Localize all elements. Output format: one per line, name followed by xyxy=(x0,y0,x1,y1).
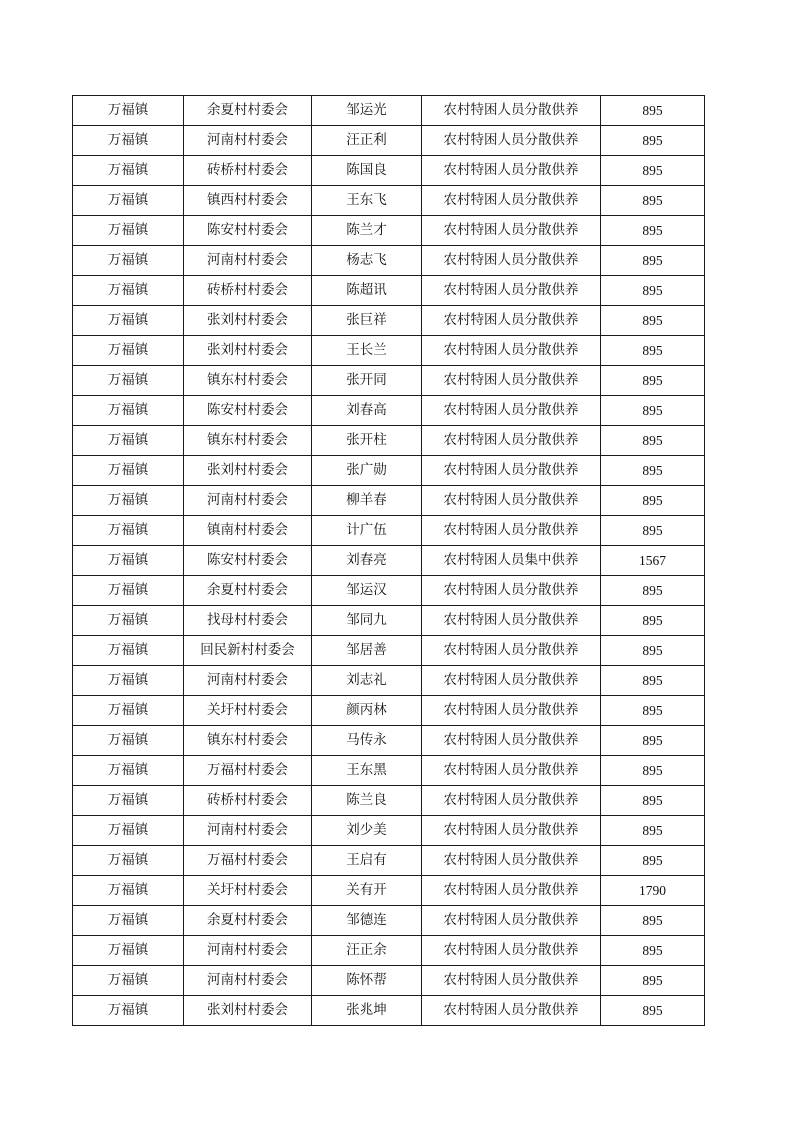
support-type-cell: 农村特困人员分散供养 xyxy=(422,846,601,876)
town-cell: 万福镇 xyxy=(73,366,184,396)
town-cell: 万福镇 xyxy=(73,666,184,696)
amount-cell: 895 xyxy=(601,576,705,606)
village-committee-cell: 张刘村村委会 xyxy=(184,996,312,1026)
person-name-cell: 邹运光 xyxy=(312,96,422,126)
person-name-cell: 王长兰 xyxy=(312,336,422,366)
support-type-cell: 农村特困人员分散供养 xyxy=(422,666,601,696)
table-row xyxy=(73,156,705,186)
person-name-cell: 陈超讯 xyxy=(312,276,422,306)
town-cell: 万福镇 xyxy=(73,246,184,276)
table-row xyxy=(73,636,705,666)
support-type-cell: 农村特困人员分散供养 xyxy=(422,276,601,306)
town-cell: 万福镇 xyxy=(73,546,184,576)
person-name-cell: 陈怀帮 xyxy=(312,966,422,996)
amount-cell: 895 xyxy=(601,786,705,816)
village-committee-cell: 关圩村村委会 xyxy=(184,876,312,906)
village-committee-cell: 万福村村委会 xyxy=(184,846,312,876)
town-cell: 万福镇 xyxy=(73,636,184,666)
support-type-cell: 农村特困人员分散供养 xyxy=(422,486,601,516)
table-row xyxy=(73,756,705,786)
support-type-cell: 农村特困人员分散供养 xyxy=(422,816,601,846)
person-name-cell: 马传永 xyxy=(312,726,422,756)
person-name-cell: 邹居善 xyxy=(312,636,422,666)
village-committee-cell: 余夏村村委会 xyxy=(184,576,312,606)
town-cell: 万福镇 xyxy=(73,846,184,876)
town-cell: 万福镇 xyxy=(73,756,184,786)
town-cell: 万福镇 xyxy=(73,516,184,546)
table-row xyxy=(73,126,705,156)
person-name-cell: 柳羊春 xyxy=(312,486,422,516)
support-type-cell: 农村特困人员分散供养 xyxy=(422,516,601,546)
town-cell: 万福镇 xyxy=(73,126,184,156)
roster-body xyxy=(73,96,705,1026)
table-row xyxy=(73,366,705,396)
table-row xyxy=(73,276,705,306)
support-type-cell: 农村特困人员分散供养 xyxy=(422,576,601,606)
town-cell: 万福镇 xyxy=(73,336,184,366)
amount-cell: 895 xyxy=(601,366,705,396)
town-cell: 万福镇 xyxy=(73,186,184,216)
village-committee-cell: 关圩村村委会 xyxy=(184,696,312,726)
person-name-cell: 刘少美 xyxy=(312,816,422,846)
person-name-cell: 刘春高 xyxy=(312,396,422,426)
village-committee-cell: 砖桥村村委会 xyxy=(184,786,312,816)
amount-cell: 895 xyxy=(601,816,705,846)
table-row xyxy=(73,816,705,846)
person-name-cell: 关有开 xyxy=(312,876,422,906)
table-row xyxy=(73,606,705,636)
table-row xyxy=(73,906,705,936)
person-name-cell: 汪正余 xyxy=(312,936,422,966)
town-cell: 万福镇 xyxy=(73,696,184,726)
village-committee-cell: 镇南村村委会 xyxy=(184,516,312,546)
village-committee-cell: 张刘村村委会 xyxy=(184,306,312,336)
person-name-cell: 计广伍 xyxy=(312,516,422,546)
support-type-cell: 农村特困人员分散供养 xyxy=(422,96,601,126)
village-committee-cell: 陈安村村委会 xyxy=(184,546,312,576)
village-committee-cell: 河南村村委会 xyxy=(184,816,312,846)
amount-cell: 895 xyxy=(601,696,705,726)
amount-cell: 895 xyxy=(601,996,705,1026)
person-name-cell: 王东飞 xyxy=(312,186,422,216)
support-type-cell: 农村特困人员分散供养 xyxy=(422,426,601,456)
town-cell: 万福镇 xyxy=(73,276,184,306)
table-row xyxy=(73,996,705,1026)
table-row xyxy=(73,306,705,336)
table-row xyxy=(73,666,705,696)
support-type-cell: 农村特困人员分散供养 xyxy=(422,696,601,726)
table-row xyxy=(73,786,705,816)
amount-cell: 895 xyxy=(601,186,705,216)
person-name-cell: 陈兰才 xyxy=(312,216,422,246)
support-type-cell: 农村特困人员分散供养 xyxy=(422,186,601,216)
amount-cell: 895 xyxy=(601,516,705,546)
amount-cell: 895 xyxy=(601,216,705,246)
person-name-cell: 杨志飞 xyxy=(312,246,422,276)
town-cell: 万福镇 xyxy=(73,396,184,426)
support-type-cell: 农村特困人员集中供养 xyxy=(422,546,601,576)
support-type-cell: 农村特困人员分散供养 xyxy=(422,336,601,366)
support-type-cell: 农村特困人员分散供养 xyxy=(422,876,601,906)
table-row xyxy=(73,516,705,546)
town-cell: 万福镇 xyxy=(73,216,184,246)
support-type-cell: 农村特困人员分散供养 xyxy=(422,966,601,996)
amount-cell: 1567 xyxy=(601,546,705,576)
relief-roster-table xyxy=(72,95,705,1026)
support-type-cell: 农村特困人员分散供养 xyxy=(422,726,601,756)
town-cell: 万福镇 xyxy=(73,426,184,456)
village-committee-cell: 余夏村村委会 xyxy=(184,906,312,936)
amount-cell: 895 xyxy=(601,396,705,426)
support-type-cell: 农村特困人员分散供养 xyxy=(422,246,601,276)
person-name-cell: 刘志礼 xyxy=(312,666,422,696)
amount-cell: 895 xyxy=(601,606,705,636)
town-cell: 万福镇 xyxy=(73,996,184,1026)
table-row xyxy=(73,936,705,966)
amount-cell: 895 xyxy=(601,246,705,276)
town-cell: 万福镇 xyxy=(73,306,184,336)
village-committee-cell: 陈安村村委会 xyxy=(184,216,312,246)
amount-cell: 895 xyxy=(601,156,705,186)
support-type-cell: 农村特困人员分散供养 xyxy=(422,396,601,426)
town-cell: 万福镇 xyxy=(73,966,184,996)
village-committee-cell: 河南村村委会 xyxy=(184,126,312,156)
person-name-cell: 刘春亮 xyxy=(312,546,422,576)
table-row xyxy=(73,966,705,996)
village-committee-cell: 余夏村村委会 xyxy=(184,96,312,126)
village-committee-cell: 河南村村委会 xyxy=(184,246,312,276)
person-name-cell: 张广勋 xyxy=(312,456,422,486)
village-committee-cell: 砖桥村村委会 xyxy=(184,276,312,306)
table-row xyxy=(73,426,705,456)
village-committee-cell: 镇东村村委会 xyxy=(184,366,312,396)
support-type-cell: 农村特困人员分散供养 xyxy=(422,606,601,636)
person-name-cell: 王东黑 xyxy=(312,756,422,786)
table-row xyxy=(73,546,705,576)
support-type-cell: 农村特困人员分散供养 xyxy=(422,306,601,336)
table-row xyxy=(73,876,705,906)
town-cell: 万福镇 xyxy=(73,96,184,126)
person-name-cell: 陈国良 xyxy=(312,156,422,186)
village-committee-cell: 陈安村村委会 xyxy=(184,396,312,426)
support-type-cell: 农村特困人员分散供养 xyxy=(422,936,601,966)
village-committee-cell: 回民新村村委会 xyxy=(184,636,312,666)
town-cell: 万福镇 xyxy=(73,456,184,486)
amount-cell: 895 xyxy=(601,486,705,516)
person-name-cell: 颜丙林 xyxy=(312,696,422,726)
table-row xyxy=(73,216,705,246)
table-row xyxy=(73,696,705,726)
table-row xyxy=(73,456,705,486)
person-name-cell: 邹德连 xyxy=(312,906,422,936)
support-type-cell: 农村特困人员分散供养 xyxy=(422,126,601,156)
village-committee-cell: 河南村村委会 xyxy=(184,936,312,966)
table-row xyxy=(73,396,705,426)
support-type-cell: 农村特困人员分散供养 xyxy=(422,786,601,816)
town-cell: 万福镇 xyxy=(73,726,184,756)
table-row xyxy=(73,186,705,216)
support-type-cell: 农村特困人员分散供养 xyxy=(422,156,601,186)
amount-cell: 895 xyxy=(601,756,705,786)
table-row xyxy=(73,846,705,876)
village-committee-cell: 张刘村村委会 xyxy=(184,456,312,486)
village-committee-cell: 张刘村村委会 xyxy=(184,336,312,366)
village-committee-cell: 河南村村委会 xyxy=(184,966,312,996)
town-cell: 万福镇 xyxy=(73,606,184,636)
town-cell: 万福镇 xyxy=(73,936,184,966)
person-name-cell: 张兆坤 xyxy=(312,996,422,1026)
village-committee-cell: 砖桥村村委会 xyxy=(184,156,312,186)
village-committee-cell: 镇东村村委会 xyxy=(184,726,312,756)
person-name-cell: 张巨祥 xyxy=(312,306,422,336)
amount-cell: 895 xyxy=(601,726,705,756)
support-type-cell: 农村特困人员分散供养 xyxy=(422,906,601,936)
person-name-cell: 王启有 xyxy=(312,846,422,876)
amount-cell: 895 xyxy=(601,906,705,936)
village-committee-cell: 河南村村委会 xyxy=(184,486,312,516)
town-cell: 万福镇 xyxy=(73,486,184,516)
amount-cell: 895 xyxy=(601,336,705,366)
amount-cell: 895 xyxy=(601,426,705,456)
amount-cell: 895 xyxy=(601,96,705,126)
person-name-cell: 陈兰良 xyxy=(312,786,422,816)
amount-cell: 895 xyxy=(601,276,705,306)
support-type-cell: 农村特困人员分散供养 xyxy=(422,636,601,666)
town-cell: 万福镇 xyxy=(73,786,184,816)
support-type-cell: 农村特困人员分散供养 xyxy=(422,456,601,486)
table-row xyxy=(73,336,705,366)
amount-cell: 895 xyxy=(601,666,705,696)
village-committee-cell: 万福村村委会 xyxy=(184,756,312,786)
town-cell: 万福镇 xyxy=(73,906,184,936)
person-name-cell: 张开同 xyxy=(312,366,422,396)
town-cell: 万福镇 xyxy=(73,156,184,186)
support-type-cell: 农村特困人员分散供养 xyxy=(422,216,601,246)
amount-cell: 1790 xyxy=(601,876,705,906)
amount-cell: 895 xyxy=(601,846,705,876)
table-row xyxy=(73,96,705,126)
town-cell: 万福镇 xyxy=(73,876,184,906)
amount-cell: 895 xyxy=(601,306,705,336)
support-type-cell: 农村特困人员分散供养 xyxy=(422,366,601,396)
support-type-cell: 农村特困人员分散供养 xyxy=(422,996,601,1026)
village-committee-cell: 镇西村村委会 xyxy=(184,186,312,216)
amount-cell: 895 xyxy=(601,966,705,996)
person-name-cell: 汪正利 xyxy=(312,126,422,156)
person-name-cell: 邹运汉 xyxy=(312,576,422,606)
village-committee-cell: 镇东村村委会 xyxy=(184,426,312,456)
amount-cell: 895 xyxy=(601,456,705,486)
town-cell: 万福镇 xyxy=(73,576,184,606)
town-cell: 万福镇 xyxy=(73,816,184,846)
amount-cell: 895 xyxy=(601,636,705,666)
table-row xyxy=(73,576,705,606)
amount-cell: 895 xyxy=(601,936,705,966)
village-committee-cell: 河南村村委会 xyxy=(184,666,312,696)
person-name-cell: 邹同九 xyxy=(312,606,422,636)
table-row xyxy=(73,246,705,276)
table-row xyxy=(73,726,705,756)
table-row xyxy=(73,486,705,516)
support-type-cell: 农村特困人员分散供养 xyxy=(422,756,601,786)
village-committee-cell: 找母村村委会 xyxy=(184,606,312,636)
person-name-cell: 张开柱 xyxy=(312,426,422,456)
amount-cell: 895 xyxy=(601,126,705,156)
